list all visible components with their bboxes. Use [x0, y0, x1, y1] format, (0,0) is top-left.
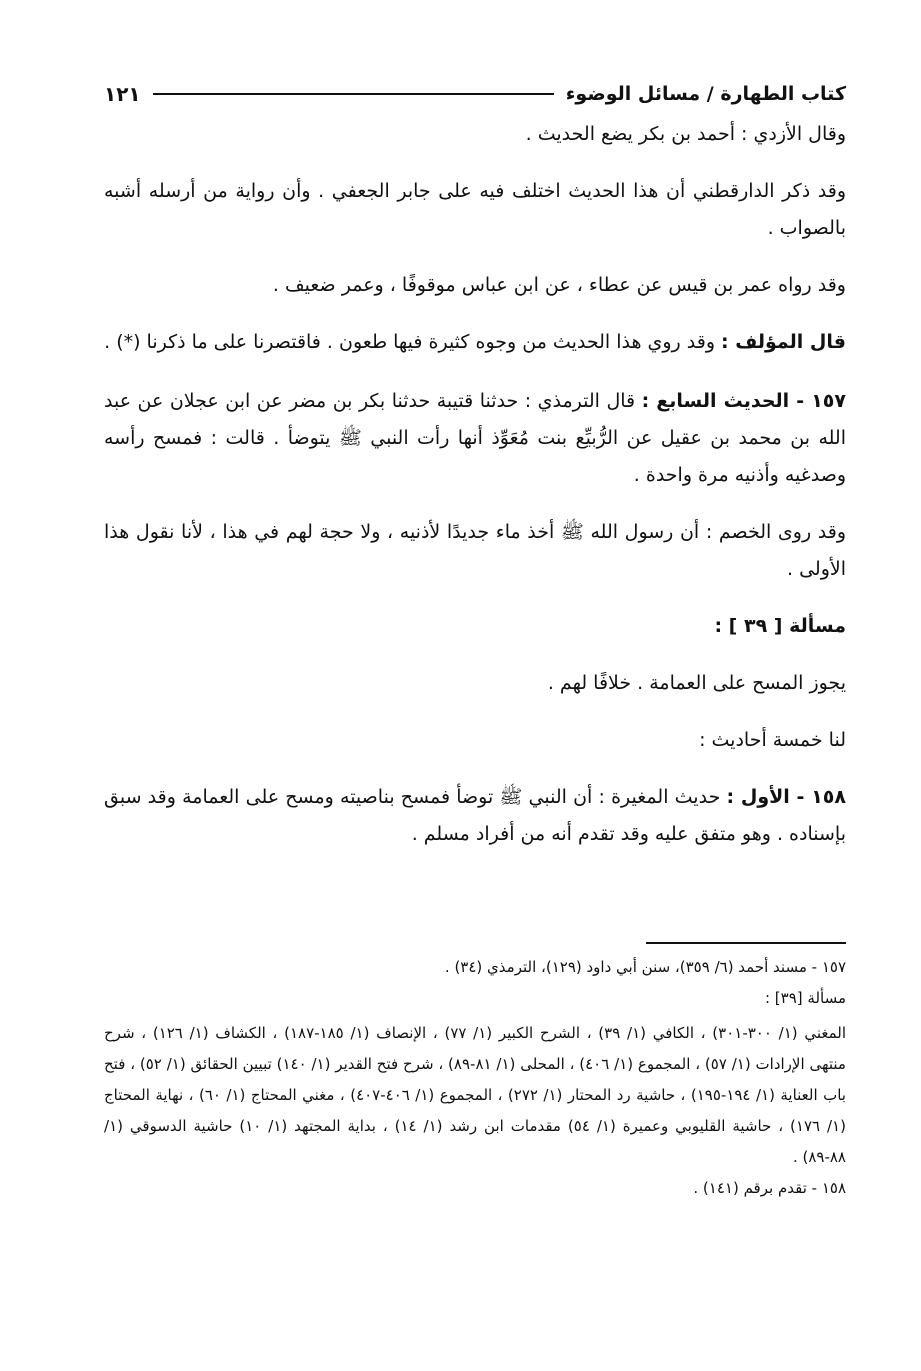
main-text [104, 116, 846, 853]
running-header [104, 76, 846, 112]
footnote-issue-references: المغني (١/ ٣٠٠-٣٠١) ، الكافي (١/ ٣٩) ، الشرح الكبير (١/ ٧٧) ، الإنصاف (١/ ١٨٥-١٨٧) ، الكشاف (١/ ١٢٦) ، شرح منتهى الإرادات (١/ ٥٧) ، المجموع (١/ ٤٠٦) ، المحلى (١/ ٨١-٨٩) ، شرح فتح القدير (١/ ١٤٠) تبيين الحقائق (١/ ٥٢) ، فتح باب العناية (١/ ١٩٤-١٩٥) ، حاشية رد المحتار (١/ ٢٧٢) ، المجموع (١/ ٤٠٦-٤٠٧) ، مغني المحتاج (١/ ٦٠) ، نهاية المحتاج (١/ ١٧٦) ، حاشية القليوبي وعميرة (١/ ٥٤) مقدمات ابن رشد (١/ ١٤) ، بداية المجتهد (١/ ١٠) حاشية الدسوقي (١/ ٨٨-٨٩) . [104, 1024, 847, 1166]
paragraph-azdi: وقال الأزدي : أحمد بن بكر يضع الحديث . [525, 123, 846, 145]
footnote-158: ١٥٨ - تقدم برقم (١٤١) . [693, 1179, 846, 1197]
paragraph-daraqutni: وقد ذكر الدارقطني أن هذا الحديث اختلف فيه على جابر الجعفي . وأن رواية من أرسله أشبه بالصواب . [104, 180, 846, 239]
paragraph-ruling: يجوز المسح على العمامة . خلافًا لهم . [547, 672, 846, 694]
paragraph-author-note [104, 324, 846, 361]
paragraph-five-hadiths: لنا خمسة أحاديث : [699, 729, 846, 751]
author-note-lead: قال المؤلف : [721, 331, 846, 353]
paragraph-opponent: وقد روى الخصم : أن رسول الله ﷺ أخذ ماء جديدًا لأذنيه ، ولا حجة لهم في هذا ، لأنا نقول هذا الأولى . [104, 521, 846, 580]
hadith-157-lead: ١٥٧ - الحديث السابع : [641, 390, 846, 412]
author-note-text: وقد روي هذا الحديث من وجوه كثيرة فيها طعون . فاقتصرنا على ما ذكرنا (*) . [104, 331, 722, 353]
footnote-issue-heading: مسألة [٣٩] : [764, 989, 846, 1007]
header-rule [153, 93, 554, 95]
paragraph-umar-bin-qays: وقد رواه عمر بن قيس عن عطاء ، عن ابن عباس موقوفًا ، وعمر ضعيف . [272, 274, 846, 296]
header-title: كتاب الطهارة / مسائل الوضوء [565, 83, 846, 105]
footnote-separator [646, 942, 846, 944]
hadith-157-text: قال الترمذي : حدثنا قتيبة حدثنا بكر بن مضر عن ابن عجلان عن عبد الله بن محمد بن عقيل عن الرُّبيِّع بنت مُعَوِّذ أنها رأت النبي ﷺ يتوضأ . قالت : فمسح رأسه وصدغيه وأذنيه مرة واحدة . [104, 390, 846, 486]
page-number: ١٢١ [104, 82, 141, 106]
paragraph-hadith-158 [104, 779, 846, 853]
hadith-158-text: حديث المغيرة : أن النبي ﷺ توضأ فمسح بناصيته ومسح على العمامة وقد سبق بإسناده . وهو متفق عليه وقد تقدم أنه من أفراد مسلم . [104, 786, 846, 845]
issue-heading: مسألة [ ٣٩ ] : [714, 615, 846, 637]
hadith-158-lead: ١٥٨ - الأول : [726, 786, 846, 808]
footnotes [104, 952, 846, 1204]
paragraph-hadith-157 [104, 383, 846, 494]
footnote-157: ١٥٧ - مسند أحمد (٦/ ٣٥٩)، سنن أبي داود (١٢٩)، الترمذي (٣٤) . [444, 958, 846, 976]
